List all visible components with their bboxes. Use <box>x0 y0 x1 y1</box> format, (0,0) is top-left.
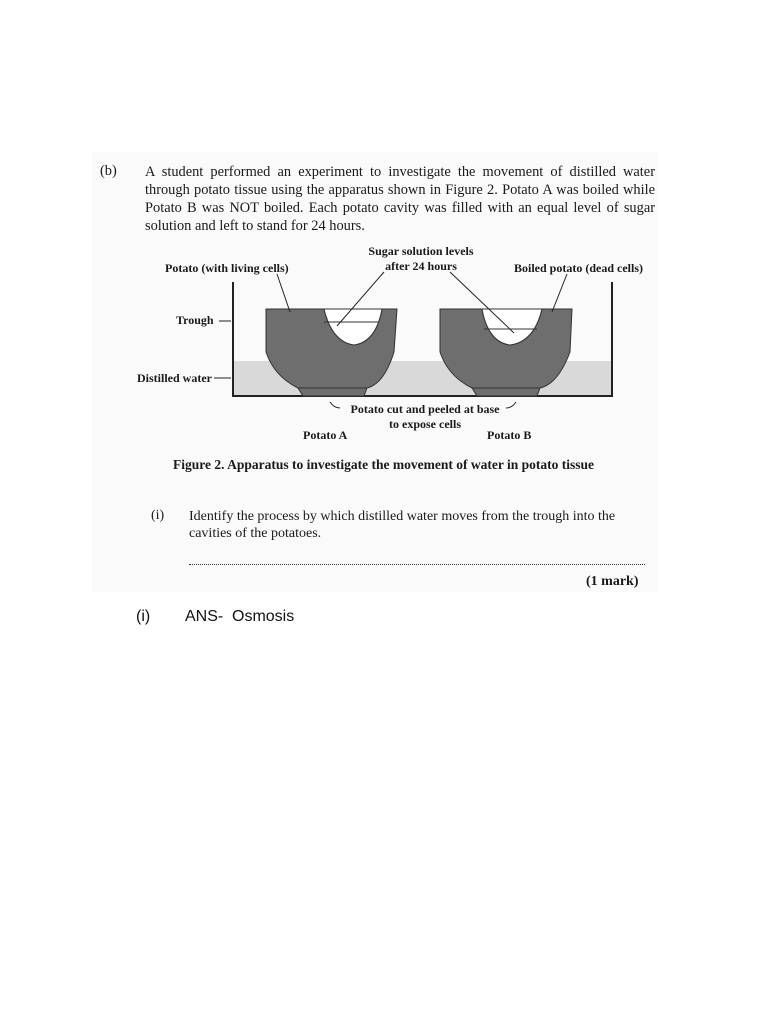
label-living-potato: Potato (with living cells) <box>165 261 289 275</box>
figure-caption: Figure 2. Apparatus to investigate the movement of water in potato tissue <box>173 457 594 472</box>
label-potato-cut: Potato cut and peeled at base to expose cells <box>350 402 500 431</box>
label-potato-a: Potato A <box>303 428 348 442</box>
answer-number: (i) <box>136 608 151 625</box>
answer-line <box>189 558 645 565</box>
label-trough: Trough <box>176 313 214 327</box>
mark-allocation: (1 mark) <box>586 574 639 589</box>
subquestion-number: (i) <box>151 508 165 523</box>
question-text: A student performed an experiment to investigate the movement of distilled water through potato tissue using the apparatus shown in Figure 2. Potato A was boiled while Potato B was NOT boiled. Each potato cavity was filled with an equal level of sugar solution and left to stand for 24 hours. <box>145 164 655 234</box>
answer-value: Osmosis <box>232 608 295 625</box>
question-part-label: (b) <box>100 163 117 179</box>
answer-prefix: ANS- <box>185 608 224 625</box>
label-sugar-levels: Sugar solution levels after 24 hours <box>368 244 474 273</box>
label-boiled-potato: Boiled potato (dead cells) <box>514 261 643 275</box>
subquestion-text: Identify the process by which distilled water moves from the trough into the cavities of the potatoes. <box>189 509 616 541</box>
label-distilled-water: Distilled water <box>137 371 212 385</box>
label-potato-b: Potato B <box>487 428 532 442</box>
